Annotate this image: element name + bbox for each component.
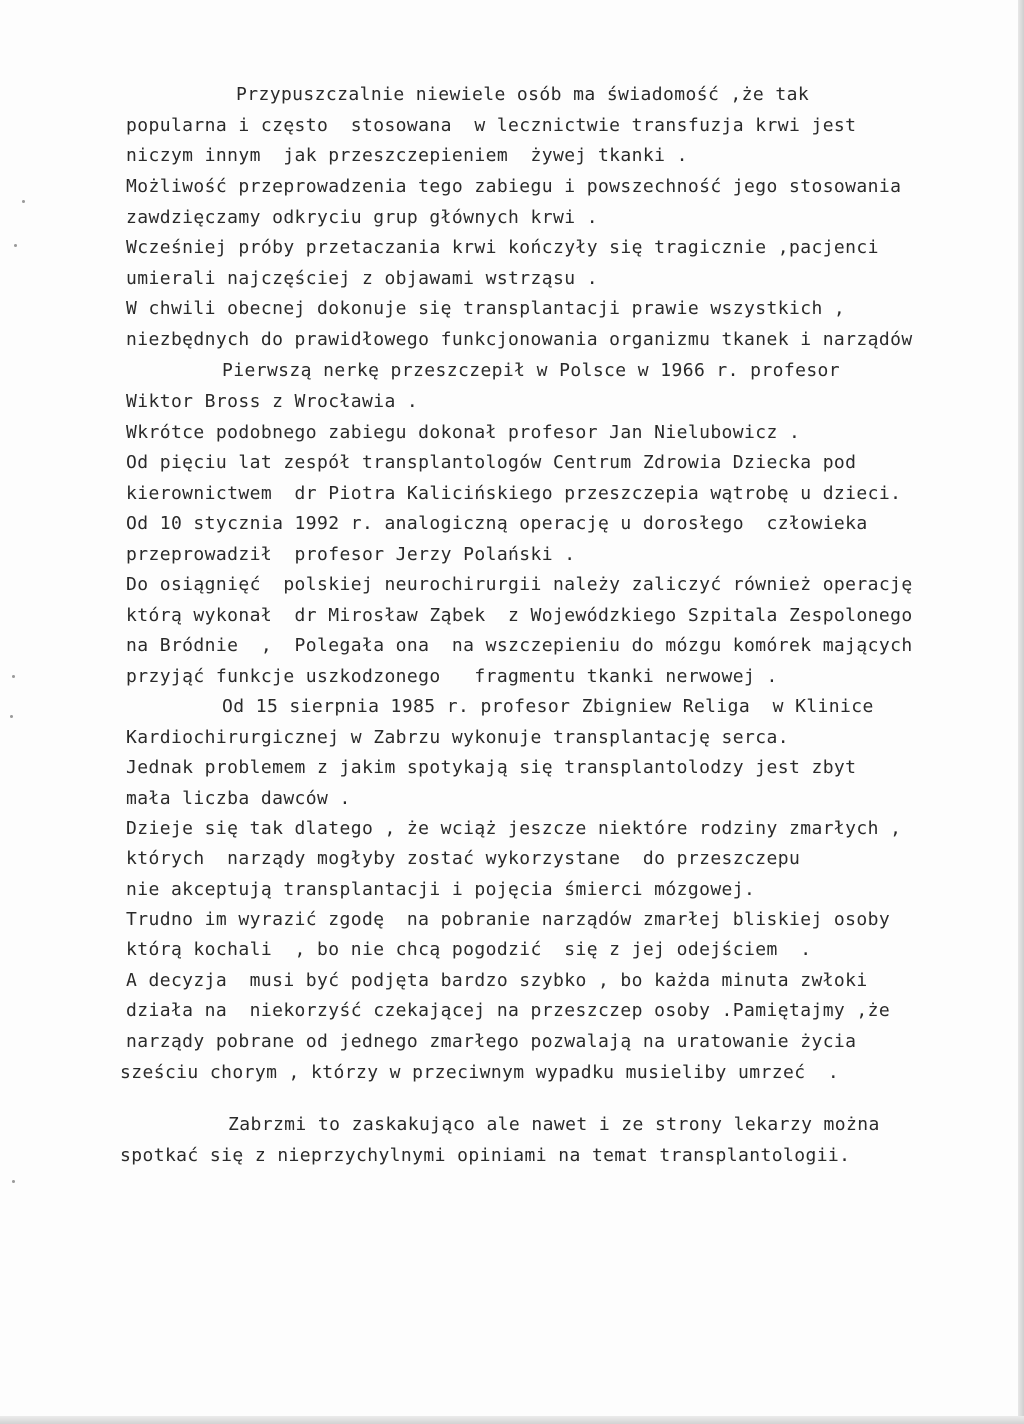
text-line: przeprowadził profesor Jerzy Polański . — [126, 544, 576, 565]
text-line: Od 10 stycznia 1992 r. analogiczną operację u dorosłego człowieka — [126, 513, 868, 534]
text-line: W chwili obecnej dokonuje się transplantacji prawie wszystkich , — [126, 298, 846, 319]
text-line: kierownictwem dr Piotra Kalicińskiego przeszczepia wątrobę u dzieci. — [126, 483, 902, 504]
text-line: niczym innym jak przeszczepieniem żywej tkanki . — [126, 145, 688, 166]
text-line: Jednak problemem z jakim spotykają się transplantolodzy jest zbyt — [126, 757, 857, 778]
text-line: umierali najczęściej z objawami wstrząsu . — [126, 268, 598, 289]
text-line: Od pięciu lat zespół transplantologów Centrum Zdrowia Dziecka pod — [126, 452, 857, 473]
text-line: niezbędnych do prawidłowego funkcjonowania organizmu tkanek i narządów — [126, 329, 913, 350]
text-line: nie akceptują transplantacji i pojęcia śmierci mózgowej. — [126, 879, 756, 900]
text-line: Możliwość przeprowadzenia tego zabiegu i powszechność jego stosowania — [126, 176, 902, 197]
text-line: spotkać się z nieprzychylnymi opiniami na temat transplantologii. — [120, 1145, 851, 1166]
text-line: zawdzięczamy odkryciu grup głównych krwi . — [126, 207, 598, 228]
text-line: Od 15 sierpnia 1985 r. profesor Zbigniew Religa w Klinice — [222, 696, 874, 717]
text-line: mała liczba dawców . — [126, 788, 351, 809]
text-line: Przypuszczalnie niewiele osób ma świadomość ,że tak — [236, 84, 810, 105]
text-line: którą kochali , bo nie chcą pogodzić się z jej odejściem . — [126, 939, 812, 960]
text-line: narządy pobrane od jednego zmarłego pozwalają na uratowanie życia — [126, 1031, 857, 1052]
text-line: A decyzja musi być podjęta bardzo szybko , bo każda minuta zwłoki — [126, 970, 868, 991]
text-line: Kardiochirurgicznej w Zabrzu wykonuje transplantację serca. — [126, 727, 789, 748]
text-line: Do osiągnięć polskiej neurochirurgii należy zaliczyć również operację — [126, 574, 913, 595]
text-line: których narządy mogłyby zostać wykorzystane do przeszczepu — [126, 848, 801, 869]
text-line: Wiktor Bross z Wrocławia . — [126, 391, 419, 412]
text-line: Wkrótce podobnego zabiegu dokonał profesor Jan Nielubowicz . — [126, 422, 801, 443]
text-line: popularna i często stosowana w lecznictwie transfuzja krwi jest — [126, 115, 857, 136]
text-line: Dzieje się tak dlatego , że wciąż jeszcze niektóre rodziny zmarłych , — [126, 818, 902, 839]
text-line: Trudno im wyrazić zgodę na pobranie narządów zmarłej bliskiej osoby — [126, 909, 891, 930]
text-line: którą wykonał dr Mirosław Ząbek z Wojewódzkiego Szpitala Zespolonego — [126, 605, 913, 626]
text-line: Wcześniej próby przetaczania krwi kończyły się tragicznie ,pacjenci — [126, 237, 879, 258]
text-line: Zabrzmi to zaskakująco ale nawet i ze strony lekarzy można — [228, 1114, 880, 1135]
text-line: przyjąć funkcje uszkodzonego fragmentu tkanki nerwowej . — [126, 666, 778, 687]
text-line: sześciu chorym , którzy w przeciwnym wypadku musieliby umrzeć . — [120, 1062, 840, 1083]
text-line: działa na niekorzyść czekającej na przeszczep osoby .Pamiętajmy ,że — [126, 1000, 891, 1021]
text-line: na Bródnie , Polegała ona na wszczepieniu do mózgu komórek mających — [126, 635, 913, 656]
text-line: Pierwszą nerkę przeszczepił w Polsce w 1966 r. profesor — [222, 360, 841, 381]
